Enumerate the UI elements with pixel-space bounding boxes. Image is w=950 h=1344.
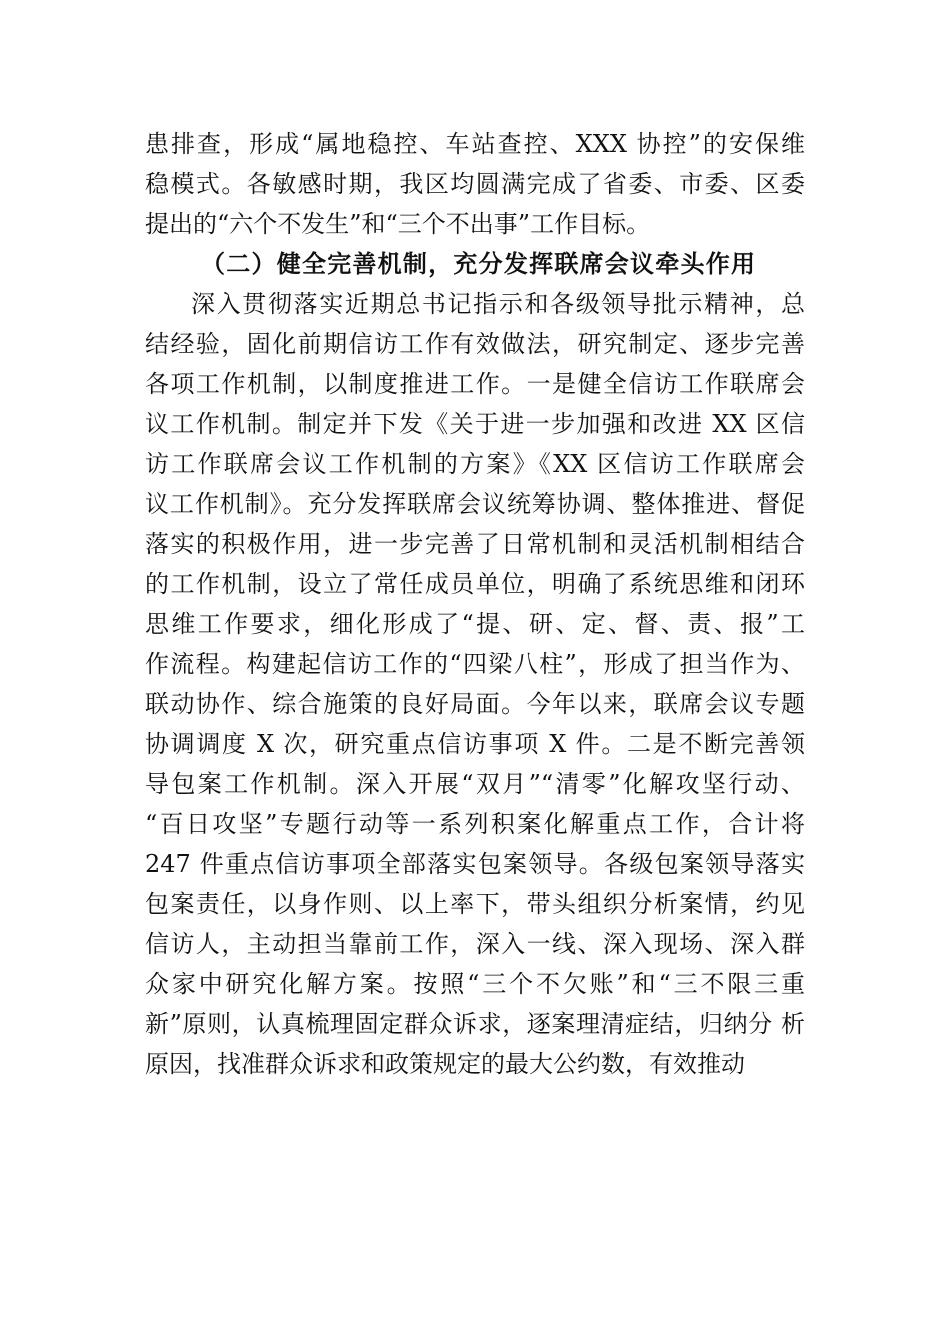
section-heading: （二）健全完善机制，充分发挥联席会议牵头作用 — [201, 249, 755, 278]
paragraph-line: 结经验，固化前期信访工作有效做法，研究制定、逐步完善 — [145, 330, 805, 358]
paragraph-line: 患排查，形成“属地稳控、车站查控、XXX 协控”的安保维 — [145, 130, 805, 158]
paragraph-line: 原因，找准群众诉求和政策规定的最大公约数，有效推动 — [145, 1050, 745, 1078]
paragraph-line: 联动协作、综合施策的良好局面。今年以来，联席会议专题 — [145, 690, 805, 718]
paragraph-line: 议工作机制》。充分发挥联席会议统筹协调、整体推进、督促 — [145, 490, 805, 518]
paragraph-line: 信访人，主动担当靠前工作，深入一线、深入现场、深入群 — [145, 930, 805, 958]
paragraph-line: 思维工作要求，细化形成了“提、研、定、督、责、报”工 — [145, 610, 805, 638]
paragraph-line: 各项工作机制，以制度推进工作。一是健全信访工作联席会 — [145, 370, 805, 398]
paragraph-line: 议工作机制。制定并下发《关于进一步加强和改进 XX 区信 — [145, 410, 805, 438]
paragraph-line: 深入贯彻落实近期总书记指示和各级领导批示精神，总 — [191, 290, 805, 318]
paragraph-line: 新”原则，认真梳理固定群众诉求，逐案理清症结，归纳分 析 — [145, 1010, 805, 1038]
paragraph-line: 协调调度 X 次，研究重点信访事项 X 件。二是不断完善领 — [145, 730, 805, 758]
paragraph-line: 247 件重点信访事项全部落实包案领导。各级包案领导落实 — [145, 850, 805, 878]
paragraph-line: 的工作机制，设立了常任成员单位，明确了系统思维和闭环 — [145, 570, 805, 598]
document-page — [145, 124, 805, 1084]
paragraph-line: 提出的“六个不发生”和“三个不出事”工作目标。 — [145, 210, 651, 238]
paragraph-line: 众家中研究化解方案。按照“三个不欠账”和“三不限三重 — [145, 970, 805, 998]
paragraph-line: 访工作联席会议工作机制的方案》《XX 区信访工作联席会 — [145, 450, 805, 478]
paragraph-line: 落实的积极作用，进一步完善了日常机制和灵活机制相结合 — [145, 530, 805, 558]
paragraph-line: 作流程。构建起信访工作的“四梁八柱”，形成了担当作为、 — [145, 650, 805, 678]
paragraph-line: “百日攻坚”专题行动等一系列积案化解重点工作，合计将 — [145, 810, 805, 838]
paragraph-line: 导包案工作机制。深入开展“双月”“清零”化解攻坚行动、 — [145, 770, 805, 798]
paragraph-line: 包案责任，以身作则、以上率下，带头组织分析案情，约见 — [145, 890, 805, 918]
paragraph-line: 稳模式。各敏感时期，我区均圆满完成了省委、市委、区委 — [145, 170, 805, 198]
